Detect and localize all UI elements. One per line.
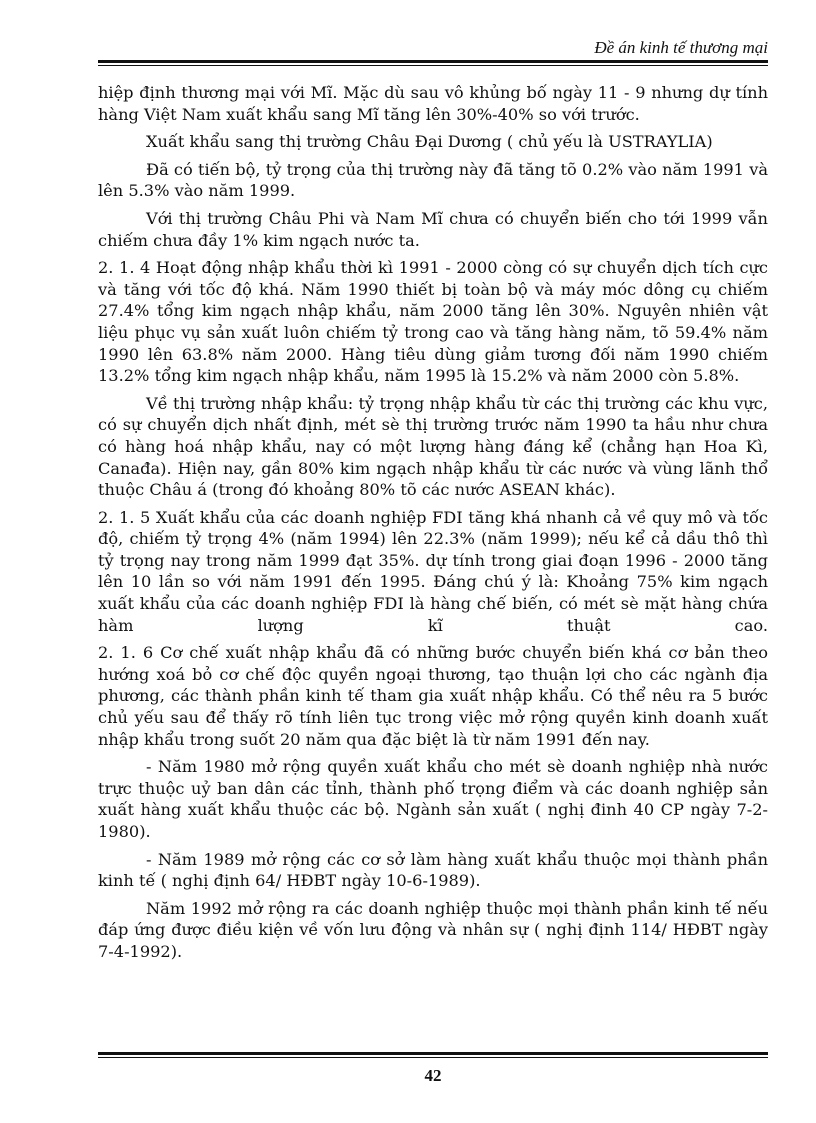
paragraph-section-2-1-5: 2. 1. 5 Xuất khẩu của các doanh nghiệp FDI tăng khá nhanh cả về quy mô và tốc độ, chiếm tỷ trọng 4% (năm 1994) lên 22.3% (năm 1999); nếu kể cả dầu thô thì tỷ trọng nay trong năm 1999 đạt 35%. dự tính trong giai đoạn 1996 - 2000 tăng lên 10 lần so với năm 1991 đến 1995. Đáng chú ý là: Khoảng 75% kim ngạch xuất khẩu của các doanh nghiệp FDI là hàng chế biến, có mét sè mặt hàng chứa hàm lượng kĩ thuật cao. bbox=[98, 507, 768, 635]
paragraph-oceania-heading: Xuất khẩu sang thị trường Châu Đại Dương ( chủ yếu là USTRAYLIA) bbox=[146, 132, 713, 152]
page-number: 42 bbox=[424, 1066, 442, 1085]
paragraph-section-2-1-4: 2. 1. 4 Hoạt động nhập khẩu thời kì 1991 - 2000 còng có sự chuyển dịch tích cực và tăng với tốc độ khá. Năm 1990 thiết bị toàn bộ và máy móc dông cụ chiếm 27.4% tổng kim ngạch nhập khẩu, năm 2000 tăng lên 30%. Nguyên nhiên vật liệu phục vụ sản xuất luôn chiếm tỷ trong cao và tăng hàng năm, tõ 59.4% năm 1990 lên 63.8% năm 2000. Hàng tiêu dùng giảm tương đối năm 1990 chiếm 13.2% tổng kim ngạch nhập khẩu, năm 1995 là 15.2% và năm 2000 còn 5.8%. bbox=[98, 258, 768, 386]
footer-rule-thick bbox=[98, 1052, 768, 1055]
paragraph-1992-reform: Năm 1992 mở rộng ra các doanh nghiệp thuộc mọi thành phần kinh tế nếu đáp ứng được điều kiện về vốn lưu động và nhân sự ( nghị định 114/ HĐBT ngày 7-4-1992). bbox=[98, 898, 768, 961]
footer-rule-thin bbox=[98, 1057, 768, 1058]
header-rule-thin bbox=[98, 65, 768, 66]
document-body bbox=[98, 82, 768, 969]
paragraph-africa-latam: Với thị trường Châu Phi và Nam Mĩ chưa có chuyển biến cho tới 1999 vẫn chiếm chưa đầy 1% kim ngạch nước ta. bbox=[98, 208, 768, 250]
paragraph-1980-reform: - Năm 1980 mở rộng quyền xuất khẩu cho mét sè doanh nghiệp nhà nước trực thuộc uỷ ban dân các tỉnh, thành phố trọng điểm và các doanh nghiệp sản xuất hàng xuất khẩu thuộc các bộ. Ngành sản xuất ( nghị đinh 40 CP ngày 7-2-1980). bbox=[98, 757, 768, 841]
header-title: Đề án kinh tế thương mại bbox=[594, 38, 768, 57]
paragraph-section-2-1-6: 2. 1. 6 Cơ chế xuất nhập khẩu đã có những bước chuyển biến khá cơ bản theo hướng xoá bỏ cơ chế độc quyền ngoại thương, tạo thuận lợi cho các ngành địa phương, các thành phần kinh tế tham gia xuất nhập khẩu. Có thể nêu ra 5 bước chủ yếu sau để thấy rõ tính liên tục trong việc mở rộng quyền kinh doanh xuất nhập khẩu trong suốt 20 năm qua đặc biệt là từ năm 1991 đến nay. bbox=[98, 643, 768, 749]
paragraph-import-markets: Về thị trường nhập khẩu: tỷ trọng nhập khẩu từ các thị trường các khu vực, có sự chuyển dịch nhất định, mét sè thị trường trước năm 1990 ta hầu như chưa có hàng hoá nhập khẩu, nay có một lượng hàng đáng kể (chẳng hạn Hoa Kì, Canađa). Hiện nay, gần 80% kim ngạch nhập khẩu từ các nước và vùng lãnh thổ thuộc Châu á (trong đó khoảng 80% tõ các nước ASEAN khác). bbox=[98, 393, 768, 500]
paragraph-oceania-share: Đã có tiến bộ, tỷ trọng của thị trường này đã tăng tõ 0.2% vào năm 1991 và lên 5.3% vào năm 1999. bbox=[98, 159, 768, 201]
paragraph-us-trade: hiệp định thương mại với Mĩ. Mặc dù sau vô khủng bố ngày 11 - 9 nhưng dự tính hàng Việt Nam xuất khẩu sang Mĩ tăng lên 30%-40% so với trước. bbox=[98, 83, 768, 124]
header-rule-thick bbox=[98, 60, 768, 63]
paragraph-1989-reform: - Năm 1989 mở rộng các cơ sở làm hàng xuất khẩu thuộc mọi thành phần kinh tế ( nghị định 64/ HĐBT ngày 10-6-1989). bbox=[98, 849, 768, 891]
